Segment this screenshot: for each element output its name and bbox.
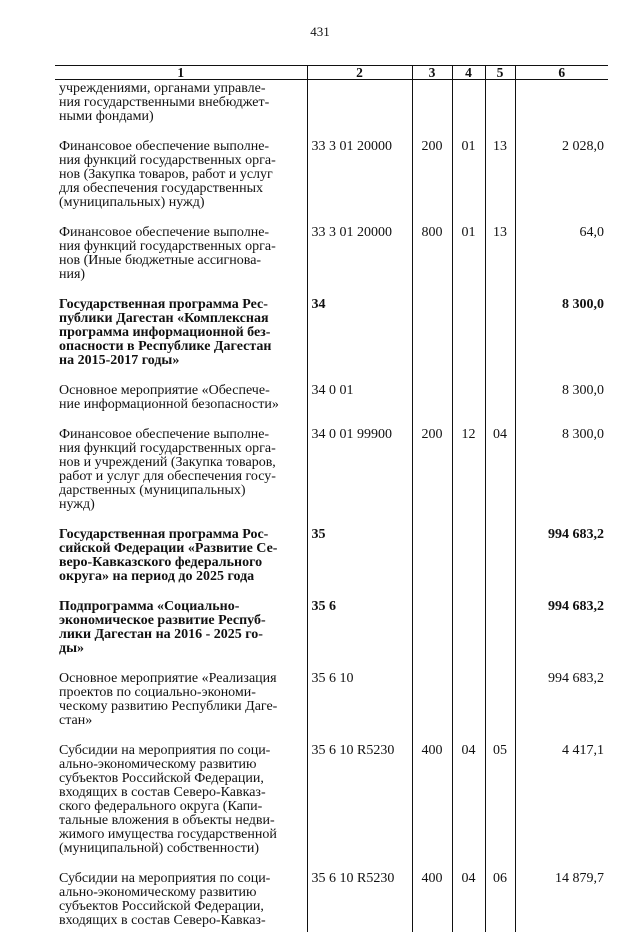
column-header-3: 3 (412, 66, 452, 80)
row-amount: 64,0 (515, 224, 608, 296)
table-row (55, 296, 608, 382)
row-col5: 04 (485, 426, 515, 526)
row-col5 (485, 296, 515, 382)
row-col3 (412, 80, 452, 139)
row-col4: 04 (452, 870, 485, 932)
row-amount: 8 300,0 (515, 296, 608, 382)
row-col3 (412, 670, 452, 742)
table-row (55, 742, 608, 870)
column-header-4: 4 (452, 66, 485, 80)
column-header-1: 1 (55, 66, 307, 80)
row-code: 35 6 (307, 598, 412, 670)
row-code: 34 (307, 296, 412, 382)
table-header-row (55, 66, 608, 80)
row-name: Субсидии на мероприятия по соци- ально-экономическому развитию субъектов Российской Федерации, входящих в состав Северо-Кавказ- (55, 870, 307, 932)
row-amount: 14 879,7 (515, 870, 608, 932)
row-amount: 994 683,2 (515, 598, 608, 670)
row-amount: 8 300,0 (515, 382, 608, 426)
row-col3: 800 (412, 224, 452, 296)
table-row (55, 80, 608, 139)
row-code: 35 6 10 R5230 (307, 742, 412, 870)
column-header-2: 2 (307, 66, 412, 80)
row-amount (515, 80, 608, 139)
row-col3: 200 (412, 426, 452, 526)
row-amount: 994 683,2 (515, 670, 608, 742)
row-col5 (485, 382, 515, 426)
row-col4 (452, 526, 485, 598)
row-name: Финансовое обеспечение выполне- ния функций государственных орга- нов (Закупка товаров, работ и услуг для обеспечения государственных (муниципальных) нужд) (55, 138, 307, 224)
table-row (55, 598, 608, 670)
row-name: Государственная программа Рос- сийской Федерации «Развитие Се- веро-Кавказского федерального округа» на период до 2025 года (55, 526, 307, 598)
row-col3 (412, 526, 452, 598)
row-code: 35 6 10 R5230 (307, 870, 412, 932)
row-name: Финансовое обеспечение выполне- ния функций государственных орга- нов (Иные бюджетные ассигнова- ния) (55, 224, 307, 296)
row-amount: 2 028,0 (515, 138, 608, 224)
row-col4: 01 (452, 224, 485, 296)
budget-table (55, 65, 608, 932)
row-col4 (452, 296, 485, 382)
table-row (55, 670, 608, 742)
row-col4: 12 (452, 426, 485, 526)
row-amount: 4 417,1 (515, 742, 608, 870)
row-col4 (452, 598, 485, 670)
row-col3: 400 (412, 742, 452, 870)
page-number: 431 (0, 24, 640, 40)
row-code: 33 3 01 20000 (307, 138, 412, 224)
row-col5 (485, 526, 515, 598)
row-col3 (412, 382, 452, 426)
table-row (55, 382, 608, 426)
row-code: 33 3 01 20000 (307, 224, 412, 296)
row-col5 (485, 670, 515, 742)
table-row (55, 526, 608, 598)
row-col5 (485, 598, 515, 670)
row-name: Финансовое обеспечение выполне- ния функций государственных орга- нов и учреждений (Закупка товаров, работ и услуг для обеспечения госу- дарственных (муниципальных) нужд) (55, 426, 307, 526)
row-name: Основное мероприятие «Реализация проектов по социально-экономи- ческому развитию Республики Даге- стан» (55, 670, 307, 742)
row-col4 (452, 80, 485, 139)
row-amount: 8 300,0 (515, 426, 608, 526)
row-col3 (412, 296, 452, 382)
table-row (55, 870, 608, 932)
row-name: учреждениями, органами управле- ния государственными внебюджет- ными фондами) (55, 80, 307, 139)
row-col4 (452, 382, 485, 426)
row-code: 34 0 01 99900 (307, 426, 412, 526)
row-amount: 994 683,2 (515, 526, 608, 598)
table-row (55, 138, 608, 224)
row-col4: 01 (452, 138, 485, 224)
table-row (55, 224, 608, 296)
row-code: 34 0 01 (307, 382, 412, 426)
row-col5: 13 (485, 138, 515, 224)
row-col3 (412, 598, 452, 670)
row-col4 (452, 670, 485, 742)
row-name: Подпрограмма «Социально- экономическое развитие Респуб- лики Дагестан на 2016 - 2025 го- ды» (55, 598, 307, 670)
table-body (55, 80, 608, 932)
row-col3: 400 (412, 870, 452, 932)
row-code: 35 6 10 (307, 670, 412, 742)
row-col5 (485, 80, 515, 139)
row-code (307, 80, 412, 139)
row-col5: 06 (485, 870, 515, 932)
column-header-5: 5 (485, 66, 515, 80)
row-code: 35 (307, 526, 412, 598)
row-col4: 04 (452, 742, 485, 870)
row-name: Основное мероприятие «Обеспече- ние информационной безопасности» (55, 382, 307, 426)
row-name: Субсидии на мероприятия по соци- ально-экономическому развитию субъектов Российской Федерации, входящих в состав Северо-Кавказ- ского федерального округа (Капи- тальные вложения в объекты недви- жимого имущества государственной (муниципальной) собственности) (55, 742, 307, 870)
row-name: Государственная программа Рес- публики Дагестан «Комплексная программа информационной без- опасности в Республике Дагестан на 2015-2017 годы» (55, 296, 307, 382)
row-col3: 200 (412, 138, 452, 224)
row-col5: 13 (485, 224, 515, 296)
row-col5: 05 (485, 742, 515, 870)
column-header-6: 6 (515, 66, 608, 80)
table-row (55, 426, 608, 526)
